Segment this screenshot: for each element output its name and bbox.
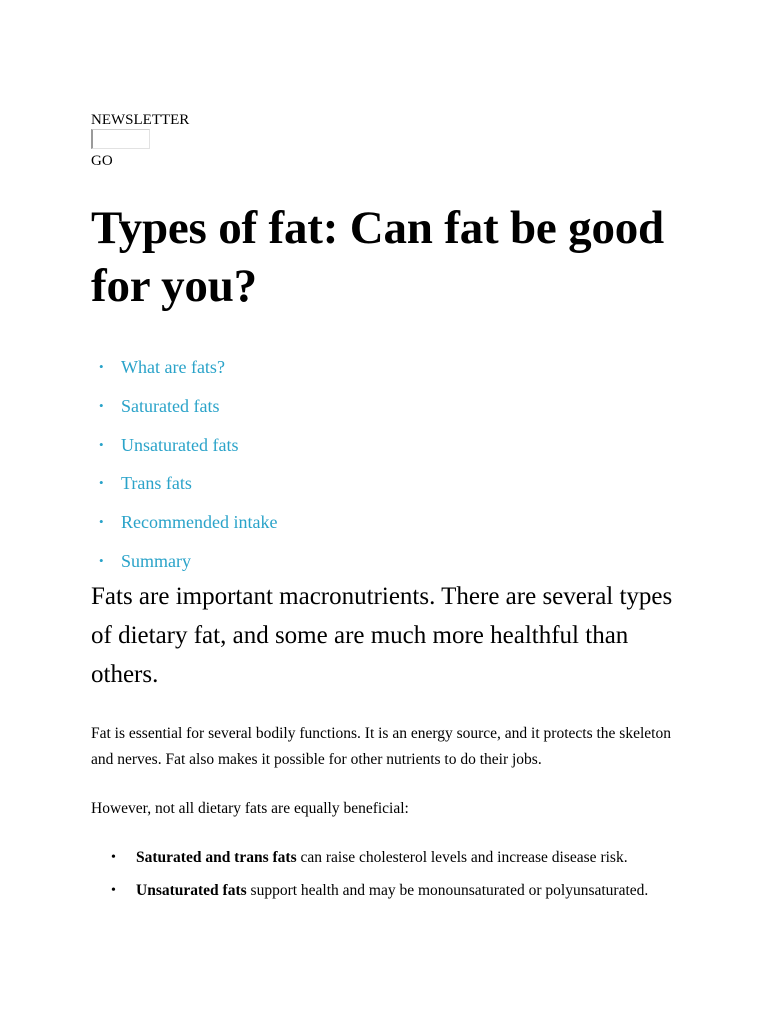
newsletter-go-button[interactable]: GO <box>91 153 113 169</box>
bullet-icon: • <box>111 850 116 865</box>
toc-item-unsaturated-fats <box>91 432 277 471</box>
newsletter-email-input[interactable] <box>91 129 150 149</box>
bullet-icon: • <box>99 359 104 374</box>
list-item <box>91 878 691 904</box>
table-of-contents <box>91 354 277 587</box>
bullet-icon: • <box>99 514 104 530</box>
toc-item-what-are-fats <box>91 354 277 393</box>
list-item <box>91 845 691 871</box>
list-item-text: support health and may be monounsaturated or polyunsaturated. <box>246 881 649 899</box>
toc-link-summary[interactable]: Summary <box>121 550 191 571</box>
toc-link-unsaturated-fats[interactable]: Unsaturated fats <box>121 434 239 455</box>
toc-item-recommended-intake <box>91 509 277 548</box>
list-item-term: Saturated and trans fats <box>136 849 297 866</box>
bullet-icon: • <box>111 882 116 898</box>
article-intro: Fats are important macronutrients. There are several types of dietary fat, and some are much more healthful than others. <box>91 583 673 688</box>
newsletter-label: NEWSLETTER <box>91 112 190 128</box>
bullet-icon: • <box>99 552 104 568</box>
toc-link-recommended-intake[interactable]: Recommended intake <box>121 512 278 533</box>
list-item-term: Unsaturated fats <box>136 881 247 899</box>
list-item-text: can raise cholesterol levels and increase disease risk. <box>296 849 628 866</box>
bullet-icon: • <box>99 436 104 452</box>
article-paragraph: Fat is essential for several bodily functions. It is an energy source, and it protects the skeleton and nerves. Fat also makes it possible for other nutrients to do their jobs. <box>91 725 671 768</box>
page-title: Types of fat: Can fat be good for you? <box>91 202 664 312</box>
toc-link-what-are-fats[interactable]: What are fats? <box>121 357 225 377</box>
toc-item-saturated-fats <box>91 393 277 432</box>
toc-item-trans-fats <box>91 470 277 509</box>
bullet-icon: • <box>99 475 104 491</box>
bullet-icon: • <box>99 397 104 413</box>
toc-link-trans-fats[interactable]: Trans fats <box>121 473 192 494</box>
toc-link-saturated-fats[interactable]: Saturated fats <box>121 395 220 416</box>
article-paragraph: However, not all dietary fats are equally beneficial: <box>91 800 409 817</box>
fat-types-list <box>91 845 691 910</box>
